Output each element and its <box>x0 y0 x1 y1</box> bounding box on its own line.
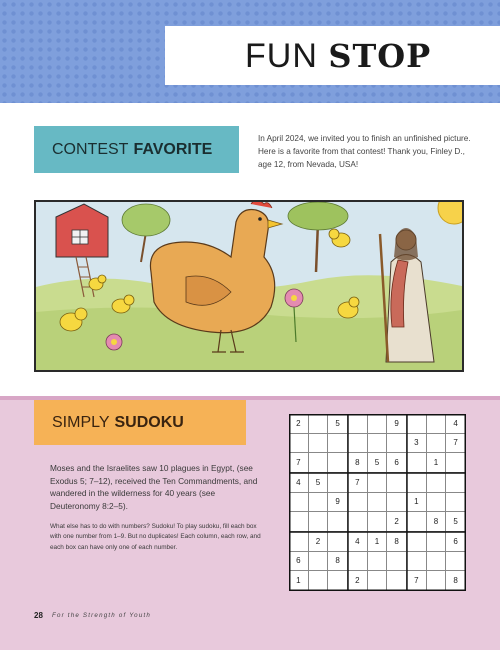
sudoku-cell[interactable] <box>309 453 329 473</box>
sudoku-cell[interactable] <box>289 434 309 454</box>
sudoku-cell[interactable]: 5 <box>446 512 466 532</box>
sudoku-cell[interactable] <box>407 512 427 532</box>
sudoku-cell[interactable] <box>328 473 348 493</box>
sudoku-cell[interactable]: 7 <box>289 453 309 473</box>
page-title-light: FUN <box>245 37 318 75</box>
sudoku-cell[interactable] <box>289 493 309 513</box>
sudoku-cell[interactable] <box>407 552 427 572</box>
sudoku-cell[interactable] <box>427 571 447 591</box>
sudoku-cell[interactable] <box>387 552 407 572</box>
sudoku-cell[interactable] <box>368 434 388 454</box>
sudoku-cell[interactable] <box>309 434 329 454</box>
sudoku-cell[interactable] <box>427 414 447 434</box>
sudoku-cell[interactable]: 2 <box>348 571 368 591</box>
sudoku-cell[interactable] <box>368 552 388 572</box>
sudoku-cell[interactable]: 9 <box>328 493 348 513</box>
sudoku-cell[interactable]: 2 <box>289 414 309 434</box>
simply-sudoku-heading <box>34 400 246 445</box>
page-title <box>245 36 485 76</box>
sudoku-cell[interactable]: 5 <box>309 473 329 493</box>
sudoku-cell[interactable] <box>368 571 388 591</box>
sudoku-cell[interactable] <box>368 414 388 434</box>
sudoku-cell[interactable]: 8 <box>387 532 407 552</box>
sudoku-cell[interactable]: 6 <box>446 532 466 552</box>
sudoku-cell[interactable] <box>387 571 407 591</box>
sudoku-cell[interactable] <box>328 532 348 552</box>
sudoku-cell[interactable] <box>427 552 447 572</box>
sudoku-grid <box>289 414 466 591</box>
contest-description: In April 2024, we invited you to finish an unfinished picture. Here is a favorite from that contest! Thank you, Finley D., age 12, from Nevada, USA! <box>258 134 471 169</box>
sudoku-cell[interactable] <box>348 493 368 513</box>
sudoku-cell[interactable] <box>309 571 329 591</box>
sudoku-cell[interactable] <box>328 512 348 532</box>
sudoku-cell[interactable]: 9 <box>387 414 407 434</box>
sudoku-cell[interactable] <box>387 493 407 513</box>
sudoku-cell[interactable]: 2 <box>309 532 329 552</box>
sudoku-cell[interactable]: 6 <box>289 552 309 572</box>
sudoku-cell[interactable]: 1 <box>368 532 388 552</box>
sudoku-cell[interactable] <box>368 512 388 532</box>
sudoku-cell[interactable]: 4 <box>289 473 309 493</box>
sudoku-cell[interactable] <box>328 434 348 454</box>
sudoku-cell[interactable]: 8 <box>446 571 466 591</box>
sudoku-cell[interactable]: 4 <box>348 532 368 552</box>
sudoku-cell[interactable]: 5 <box>328 414 348 434</box>
sudoku-cell[interactable] <box>328 571 348 591</box>
sudoku-cell[interactable] <box>446 453 466 473</box>
sudoku-cell[interactable] <box>309 512 329 532</box>
sudoku-cell[interactable] <box>407 532 427 552</box>
page-title-bold: STOP <box>328 37 432 75</box>
sudoku-cell[interactable] <box>309 414 329 434</box>
contest-drawing-illustration <box>36 202 462 370</box>
sudoku-cell[interactable]: 6 <box>387 453 407 473</box>
sudoku-cell[interactable] <box>368 473 388 493</box>
sudoku-cell[interactable]: 7 <box>446 434 466 454</box>
sudoku-cell[interactable]: 7 <box>407 571 427 591</box>
sudoku-cell[interactable] <box>348 552 368 572</box>
sudoku-cell[interactable] <box>407 453 427 473</box>
sudoku-label-bold: SUDOKU <box>114 413 184 431</box>
sudoku-cell[interactable] <box>427 473 447 493</box>
sudoku-cell[interactable]: 5 <box>368 453 388 473</box>
sudoku-cell[interactable]: 3 <box>407 434 427 454</box>
contest-favorite-heading <box>34 126 239 173</box>
sudoku-cell[interactable] <box>309 552 329 572</box>
sudoku-cell[interactable] <box>289 512 309 532</box>
page-number: 28 <box>34 611 43 620</box>
sudoku-cell[interactable]: 7 <box>348 473 368 493</box>
sudoku-cell[interactable] <box>407 414 427 434</box>
sudoku-cell[interactable] <box>427 493 447 513</box>
sudoku-cell[interactable] <box>446 552 466 572</box>
sudoku-cell[interactable]: 8 <box>348 453 368 473</box>
sudoku-cell[interactable] <box>328 453 348 473</box>
sudoku-cell[interactable]: 8 <box>427 512 447 532</box>
sudoku-cell[interactable] <box>348 512 368 532</box>
sudoku-cell[interactable]: 8 <box>328 552 348 572</box>
sudoku-cell[interactable] <box>309 493 329 513</box>
sudoku-cell[interactable] <box>427 532 447 552</box>
sudoku-cell[interactable] <box>387 473 407 493</box>
sudoku-cell[interactable]: 4 <box>446 414 466 434</box>
contest-drawing <box>34 200 464 372</box>
sudoku-cell[interactable] <box>348 414 368 434</box>
contest-label-light: CONTEST <box>52 140 129 158</box>
publication-name: For the Strength of Youth <box>52 612 152 619</box>
sudoku-cell[interactable] <box>368 493 388 513</box>
sudoku-cell[interactable] <box>446 493 466 513</box>
sudoku-label-light: SIMPLY <box>52 413 110 431</box>
sudoku-puzzle <box>289 414 466 591</box>
sudoku-cell[interactable]: 1 <box>407 493 427 513</box>
sudoku-cell[interactable]: 2 <box>387 512 407 532</box>
sudoku-instructions: What else has to do with numbers? Sudoku! To play sudoku, fill each box with one number from 1–9. But no duplicates! Each column, each row, and each box can have only one of each number. <box>50 523 261 551</box>
sudoku-cell[interactable] <box>407 473 427 493</box>
sudoku-intro: Moses and the Israelites saw 10 plagues in Egypt, (see Exodus 5; 7–12), received the Ten Commandments, and wandered in the wilderness for 40 years (see Deuteronomy 8:2–5). <box>50 463 258 511</box>
sudoku-cell[interactable] <box>387 434 407 454</box>
sudoku-cell[interactable] <box>348 434 368 454</box>
sudoku-cell[interactable] <box>289 532 309 552</box>
sudoku-cell[interactable]: 1 <box>289 571 309 591</box>
sudoku-cell[interactable] <box>427 434 447 454</box>
sudoku-cell[interactable]: 1 <box>427 453 447 473</box>
contest-label-bold: FAVORITE <box>133 140 213 158</box>
sudoku-cell[interactable] <box>446 473 466 493</box>
